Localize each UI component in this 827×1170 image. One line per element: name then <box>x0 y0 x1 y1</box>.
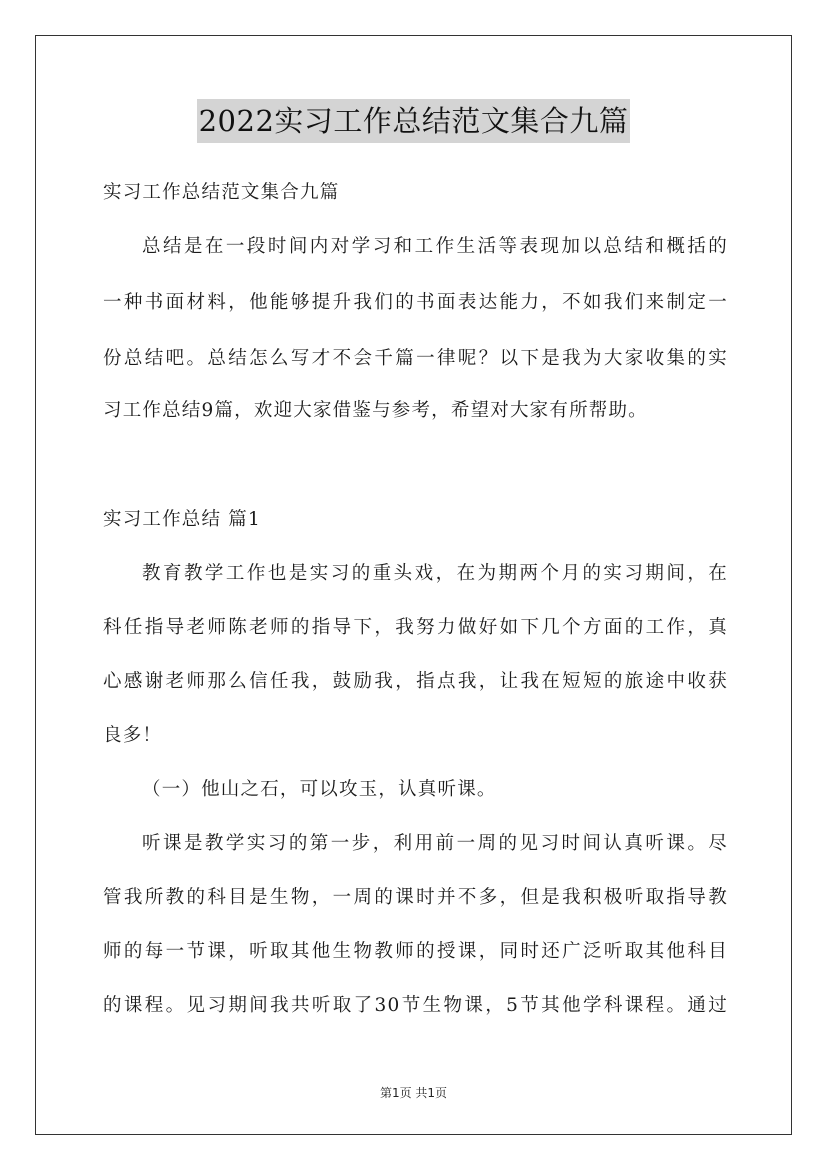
section-heading: 实习工作总结 篇1 <box>103 509 261 530</box>
intro-line: 份总结吧。总结怎么写才不会千篇一律呢？以下是我为大家收集的实 <box>103 348 728 369</box>
paragraph-line: 的课程。见习期间我共听取了30节生物课，5节其他学科课程。通过 <box>103 995 728 1016</box>
page-number-footer: 第1页 共1页 <box>379 1086 448 1100</box>
intro-line: 一种书面材料，他能够提升我们的书面表达能力，不如我们来制定一 <box>103 292 728 313</box>
title-container <box>0 99 827 143</box>
paragraph-line: 师的每一节课，听取其他生物教师的授课，同时还广泛听取其他科目 <box>103 941 728 962</box>
section-subheading: （一）他山之石，可以攻玉，认真听课。 <box>142 779 497 800</box>
paragraph-line: 良多！ <box>103 725 163 746</box>
intro-line: 总结是在一段时间内对学习和工作生活等表现加以总结和概括的 <box>142 236 728 257</box>
paragraph-line: 管我所教的科目是生物，一周的课时并不多，但是我积极听取指导教 <box>103 887 728 908</box>
intro-line: 习工作总结9篇，欢迎大家借鉴与参考，希望对大家有所帮助。 <box>103 400 648 421</box>
document-title: 2022实习工作总结范文集合九篇 <box>197 99 631 143</box>
paragraph-line: 教育教学工作也是实习的重头戏，在为期两个月的实习期间，在 <box>142 563 728 584</box>
paragraph-line: 听课是教学实习的第一步，利用前一周的见习时间认真听课。尽 <box>142 833 728 854</box>
document-subtitle: 实习工作总结范文集合九篇 <box>103 182 340 203</box>
paragraph-line: 科任指导老师陈老师的指导下，我努力做好如下几个方面的工作，真 <box>103 617 728 638</box>
paragraph-line: 心感谢老师那么信任我，鼓励我，指点我，让我在短短的旅途中收获 <box>103 671 728 692</box>
